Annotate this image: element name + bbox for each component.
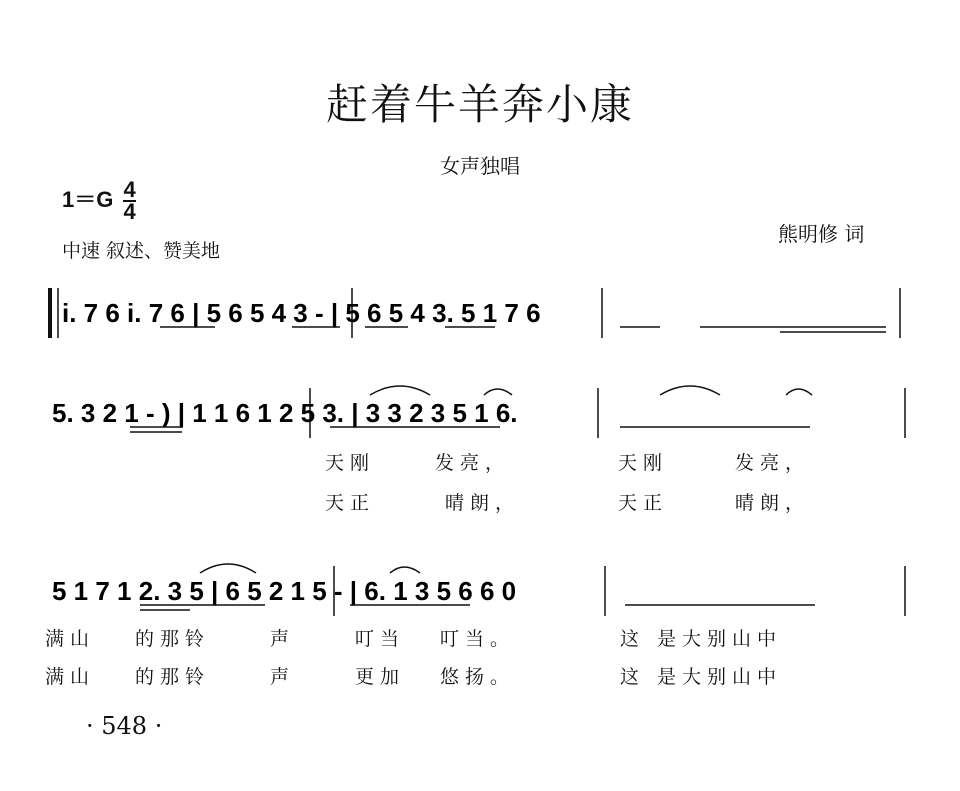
lyric-word: 叮当。 (440, 628, 516, 650)
song-subtitle: 女声独唱 (440, 154, 520, 178)
song-title: 赶着牛羊奔小康 (325, 80, 634, 129)
lyrics-row-2-verse-1 (0, 448, 960, 478)
page-number: · 548 · (86, 712, 163, 740)
lyric-word: 叮当 (355, 628, 406, 650)
score-line-1 (0, 280, 960, 370)
notation-line-1 (0, 280, 960, 370)
lyric-word: 这 是大别山中 (620, 666, 783, 688)
lyrics-row-3-verse-1 (0, 624, 960, 654)
lyric-word: 天刚 (325, 452, 376, 474)
lyric-word: 的那铃 (135, 666, 211, 688)
lyric-word: 天刚 (618, 452, 669, 474)
lyric-word: 发亮， (735, 452, 811, 474)
lyric-word: 天正 (325, 492, 376, 514)
lyric-word: 晴朗， (735, 492, 811, 514)
lyric-word: 满山 (45, 666, 96, 688)
time-bottom: 4 (123, 199, 136, 224)
lyric-word: 更加 (355, 666, 406, 688)
lyric-word: 悠扬。 (440, 666, 516, 688)
notation-line-2-text: 5. 3 2 1 - ) | 1 1 6 1 2 5 3. | 3 3 2 3 5 1 6. (52, 398, 518, 428)
tempo-marking: 中速 叙述、赞美地 (62, 240, 221, 262)
notation-line-1-text: i. 7 6 i. 7 6 | 5 6 5 4 3 - | 5 6 5 4 3. 5 1 7 6 (62, 298, 541, 328)
key-signature (62, 177, 136, 224)
lyrics-row-3-verse-2 (0, 662, 960, 692)
lyric-word: 声 (270, 628, 296, 650)
lyric-word: 天正 (618, 492, 669, 514)
key-prefix: 1＝G (62, 186, 114, 212)
lyric-word: 声 (270, 666, 296, 688)
lyrics-row-2-verse-2 (0, 488, 960, 518)
lyric-word: 的那铃 (135, 628, 211, 650)
time-signature (123, 177, 136, 224)
lyric-word: 满山 (45, 628, 96, 650)
lyric-word: 这 是大别山中 (620, 628, 783, 650)
notation-line-3-text: 5 1 7 1 2. 3 5 | 6 5 2 1 5 - | 6. 1 3 5 6 6 0 (52, 576, 517, 606)
lyricist-credit: 熊明修 词 (778, 222, 865, 246)
lyric-word: 晴朗， (445, 492, 521, 514)
time-top: 4 (123, 177, 136, 202)
lyric-word: 发亮， (435, 452, 511, 474)
